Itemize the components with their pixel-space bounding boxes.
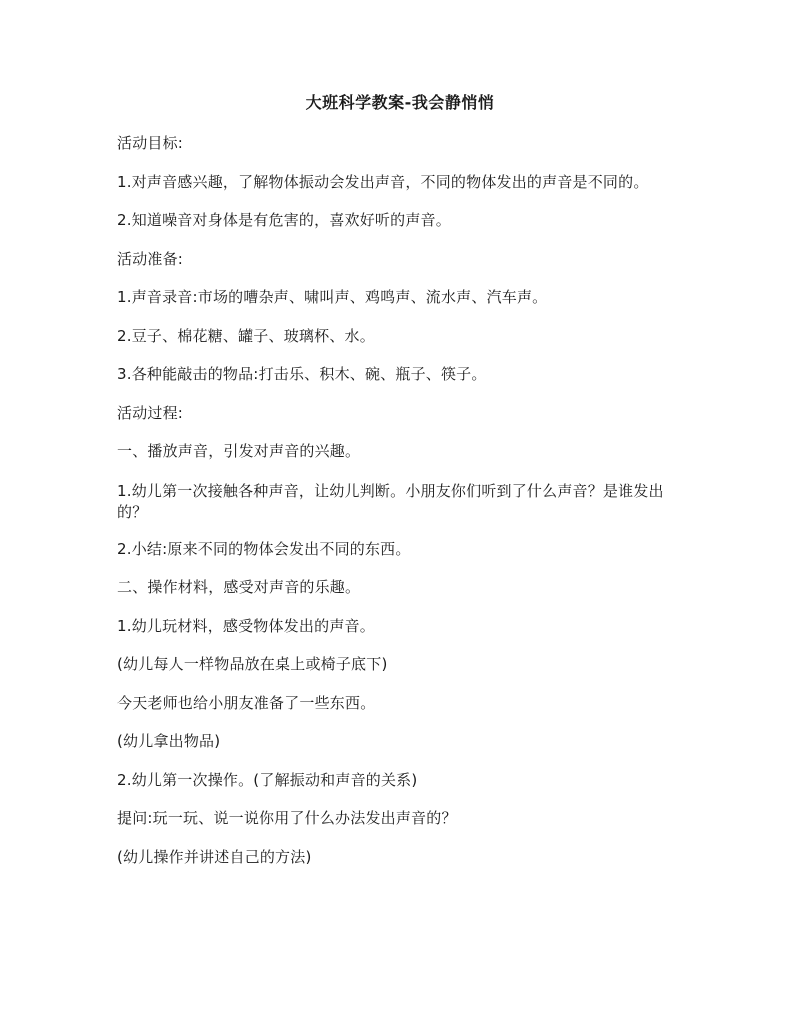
process-step-2-heading: 二、操作材料，感受对声音的乐趣。 [117,578,361,596]
preparation-item-2: 2.豆子、棉花糖、罐子、玻璃杯、水。 [117,326,375,345]
teacher-line-1: 今天老师也给小朋友准备了一些东西。 [117,693,376,712]
section-heading-goals: 活动目标: [117,134,184,152]
preparation-item-1: 1.声音录音:市场的嘈杂声、啸叫声、鸡鸣声、流水声、汽车声。 [117,288,548,306]
section-heading-preparation: 活动准备: [117,249,184,268]
process-note-2: (幼儿拿出物品) [117,732,221,750]
process-note-3: (幼儿操作并讲述自己的方法) [117,847,312,866]
goal-item-2: 2.知道噪音对身体是有危害的，喜欢好听的声音。 [117,211,451,229]
question-line-1: 提问:玩一玩、说一说你用了什么办法发出声音的？ [117,809,457,827]
document-title: 大班科学教案-我会静悄悄 [305,93,495,112]
process-step-1-item-1: 1.幼儿第一次接触各种声音，让幼儿判断。小朋友你们听到了什么声音？是谁发出的？ [117,481,664,521]
goal-item-1: 1.对声音感兴趣，了解物体振动会发出声音，不同的物体发出的声音是不同的。 [117,172,649,191]
process-note-1: (幼儿每人一样物品放在桌上或椅子底下) [117,655,388,673]
process-step-1-summary: 2.小结:原来不同的物体会发出不同的东西。 [117,539,411,558]
preparation-item-3: 3.各种能敲击的物品:打击乐、积木、碗、瓶子、筷子。 [117,365,487,383]
process-step-2-item-1: 1.幼儿玩材料，感受物体发出的声音。 [117,616,375,635]
document-body [117,134,687,886]
process-step-2-item-2: 2.幼儿第一次操作。(了解振动和声音的关系) [117,770,418,789]
process-step-1-heading: 一、播放声音，引发对声音的兴趣。 [117,442,361,460]
section-heading-process: 活动过程: [117,403,184,422]
